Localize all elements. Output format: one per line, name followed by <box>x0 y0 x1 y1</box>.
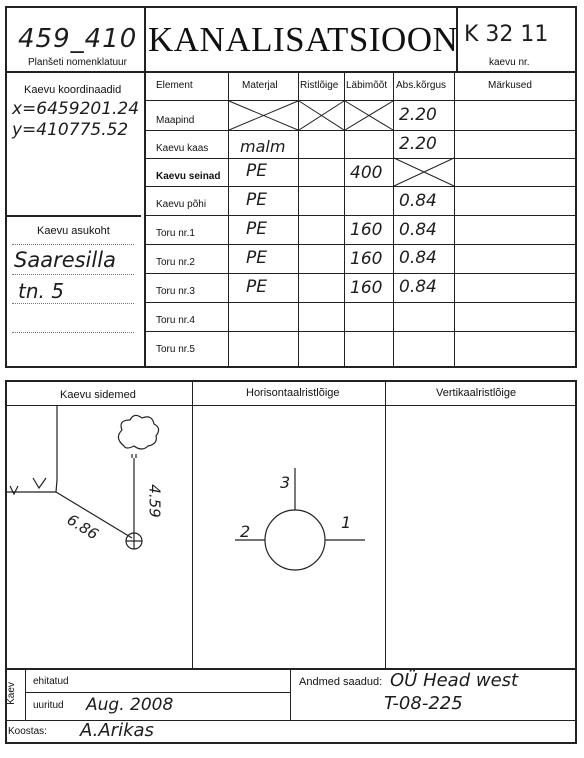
coordinate-x: x=6459201.24 <box>12 99 140 119</box>
cell-diameter: 160 <box>350 249 383 269</box>
table-row <box>156 194 206 212</box>
researched-label: uuritud <box>33 700 64 711</box>
row-element: Kaevu seinad <box>156 171 221 182</box>
built-label: ehitatud <box>33 676 69 687</box>
cell-elevation: 0.84 <box>399 277 437 297</box>
table-row <box>156 339 195 357</box>
col-header-notes: Märkused <box>488 80 532 91</box>
cell-diameter: 400 <box>350 163 383 183</box>
footer-kaev-label: Kaev <box>5 682 17 705</box>
location-line1: Saaresilla <box>14 248 116 272</box>
row-element: Kaevu kaas <box>156 143 209 154</box>
table-row <box>156 166 220 184</box>
cell-material: PE <box>246 277 267 297</box>
col-header-elevation: Abs.kõrgus <box>396 80 447 91</box>
data-source-label: Andmed saadud: <box>299 676 383 688</box>
page-title: KANALISATSIOON <box>148 20 459 59</box>
author-value: A.Arikas <box>80 720 154 741</box>
cell-elevation: 0.84 <box>399 220 437 240</box>
researched-value: Aug. 2008 <box>86 695 174 715</box>
row-element: Toru nr.1 <box>156 228 195 239</box>
well-number-label: kaevu nr. <box>489 57 530 68</box>
cell-diameter: 160 <box>350 220 383 240</box>
cell-material: PE <box>246 161 267 181</box>
panel-label-vertical: Vertikaalristlõige <box>436 387 517 399</box>
table-row <box>156 252 195 270</box>
well-number-value: K 32 11 <box>464 22 549 47</box>
pipe-label-2: 2 <box>240 522 251 541</box>
pipe-label-1: 1 <box>341 513 352 532</box>
pipe-label-3: 3 <box>280 473 291 492</box>
coordinates-label: Kaevu koordinaadid <box>24 84 122 96</box>
table-row <box>156 138 208 156</box>
table-row <box>156 110 194 128</box>
author-label: Koostas: <box>8 726 47 737</box>
table-row <box>156 223 195 241</box>
location-line2: tn. 5 <box>18 279 64 303</box>
row-element: Toru nr.2 <box>156 257 195 268</box>
data-source-code: T-08-225 <box>384 693 463 714</box>
cell-diameter: 160 <box>350 278 383 298</box>
nomenclature-label: Planšeti nomenklatuur <box>28 57 127 68</box>
col-header-element: Element <box>156 80 193 91</box>
distance-label-a: 6.86 <box>63 510 102 544</box>
table-row <box>156 281 195 299</box>
cell-elevation: 0.84 <box>399 248 437 268</box>
cell-elevation: 2.20 <box>399 105 437 125</box>
col-header-material: Materjal <box>242 80 278 91</box>
panel-label-horizontal: Horisontaalristlõige <box>246 387 340 399</box>
row-element: Toru nr.3 <box>156 286 195 297</box>
col-header-diameter: Läbimõõt <box>346 80 388 91</box>
cell-material: malm <box>240 137 286 156</box>
col-header-cross-section: Ristlõige <box>300 80 339 91</box>
row-element: Maapind <box>156 115 195 126</box>
horizontal-section-sketch <box>195 406 380 666</box>
well-connection-sketch <box>6 406 191 666</box>
distance-label-b: 4.59 <box>145 484 164 518</box>
row-element: Toru nr.5 <box>156 344 195 355</box>
data-source-value: OÜ Head west <box>390 670 519 691</box>
location-label: Kaevu asukoht <box>37 225 110 237</box>
cell-material: PE <box>246 190 267 210</box>
row-element: Kaevu põhi <box>156 199 207 210</box>
cell-material: PE <box>246 248 267 268</box>
nomenclature-value: 459_410 <box>18 24 138 54</box>
table-row <box>156 310 195 328</box>
row-element: Toru nr.4 <box>156 315 195 326</box>
coordinate-y: y=410775.52 <box>12 120 129 140</box>
panel-label-connections: Kaevu sidemed <box>60 389 136 401</box>
cell-material: PE <box>246 219 267 239</box>
cell-elevation: 2.20 <box>399 134 437 154</box>
cell-elevation: 0.84 <box>399 191 437 211</box>
